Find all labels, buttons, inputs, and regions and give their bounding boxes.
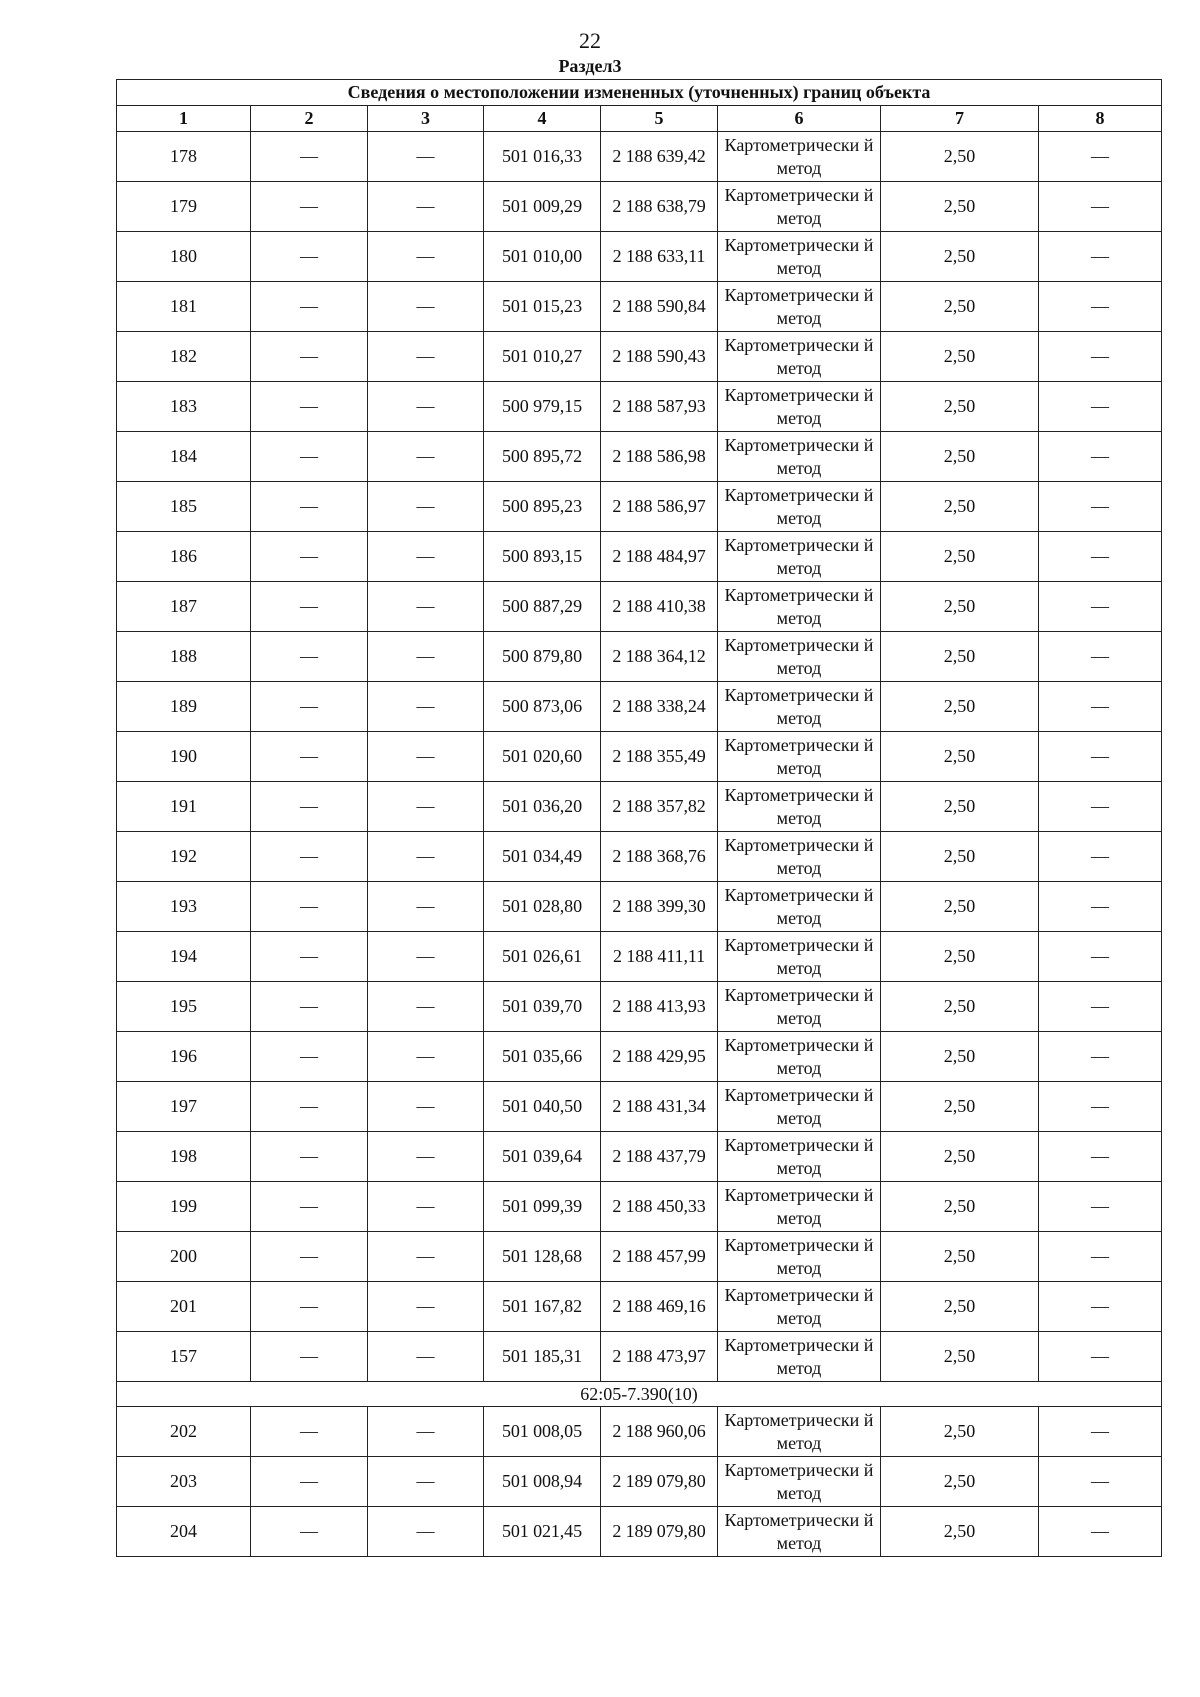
y-coordinate-cell: 2 188 590,43: [601, 332, 718, 382]
method-cell: Картометрически й метод: [718, 1407, 881, 1457]
col2-cell: —: [251, 482, 368, 532]
col8-cell: —: [1039, 382, 1162, 432]
x-coordinate-cell: 501 020,60: [484, 732, 601, 782]
col3-cell: —: [368, 182, 484, 232]
method-cell: Картометрически й метод: [718, 1232, 881, 1282]
column-number: 7: [881, 106, 1039, 132]
col8-cell: —: [1039, 232, 1162, 282]
table-row: [117, 882, 1162, 932]
point-number-cell: 199: [117, 1182, 251, 1232]
column-number: 5: [601, 106, 718, 132]
method-cell: Картометрически й метод: [718, 482, 881, 532]
method-cell: Картометрически й метод: [718, 382, 881, 432]
x-coordinate-cell: 501 039,64: [484, 1132, 601, 1182]
table-row: [117, 1132, 1162, 1182]
col2-cell: —: [251, 782, 368, 832]
method-cell: Картометрически й метод: [718, 882, 881, 932]
method-cell: Картометрически й метод: [718, 1182, 881, 1232]
accuracy-cell: 2,50: [881, 282, 1039, 332]
y-coordinate-cell: 2 188 413,93: [601, 982, 718, 1032]
y-coordinate-cell: 2 188 357,82: [601, 782, 718, 832]
x-coordinate-cell: 501 016,33: [484, 132, 601, 182]
col3-cell: —: [368, 1232, 484, 1282]
accuracy-cell: 2,50: [881, 582, 1039, 632]
table-row: [117, 782, 1162, 832]
y-coordinate-cell: 2 188 469,16: [601, 1282, 718, 1332]
x-coordinate-cell: 501 099,39: [484, 1182, 601, 1232]
x-coordinate-cell: 501 128,68: [484, 1232, 601, 1282]
col8-cell: —: [1039, 1132, 1162, 1182]
col8-cell: —: [1039, 982, 1162, 1032]
table-row: [117, 482, 1162, 532]
point-number-cell: 203: [117, 1457, 251, 1507]
col3-cell: —: [368, 1407, 484, 1457]
point-number-cell: 184: [117, 432, 251, 482]
table-row: [117, 532, 1162, 582]
col3-cell: —: [368, 1082, 484, 1132]
accuracy-cell: 2,50: [881, 1082, 1039, 1132]
col3-cell: —: [368, 332, 484, 382]
col8-cell: —: [1039, 582, 1162, 632]
table-row: [117, 182, 1162, 232]
x-coordinate-cell: 500 887,29: [484, 582, 601, 632]
col2-cell: —: [251, 382, 368, 432]
accuracy-cell: 2,50: [881, 682, 1039, 732]
col2-cell: —: [251, 182, 368, 232]
table-row: [117, 232, 1162, 282]
method-cell: Картометрически й метод: [718, 182, 881, 232]
y-coordinate-cell: 2 189 079,80: [601, 1507, 718, 1557]
col8-cell: —: [1039, 1182, 1162, 1232]
accuracy-cell: 2,50: [881, 1407, 1039, 1457]
y-coordinate-cell: 2 188 429,95: [601, 1032, 718, 1082]
accuracy-cell: 2,50: [881, 1132, 1039, 1182]
col2-cell: —: [251, 1407, 368, 1457]
col8-cell: —: [1039, 1332, 1162, 1382]
accuracy-cell: 2,50: [881, 1282, 1039, 1332]
y-coordinate-cell: 2 188 410,38: [601, 582, 718, 632]
x-coordinate-cell: 501 015,23: [484, 282, 601, 332]
y-coordinate-cell: 2 188 437,79: [601, 1132, 718, 1182]
method-cell: Картометрически й метод: [718, 582, 881, 632]
method-cell: Картометрически й метод: [718, 782, 881, 832]
y-coordinate-cell: 2 188 638,79: [601, 182, 718, 232]
col3-cell: —: [368, 582, 484, 632]
point-number-cell: 180: [117, 232, 251, 282]
method-cell: Картометрически й метод: [718, 682, 881, 732]
point-number-cell: 196: [117, 1032, 251, 1082]
table-row: [117, 1332, 1162, 1382]
y-coordinate-cell: 2 188 368,76: [601, 832, 718, 882]
group-label: 62:05-7.390(10): [117, 1382, 1162, 1407]
column-number: 6: [718, 106, 881, 132]
col8-cell: —: [1039, 1082, 1162, 1132]
col2-cell: —: [251, 882, 368, 932]
point-number-cell: 183: [117, 382, 251, 432]
method-cell: Картометрически й метод: [718, 282, 881, 332]
y-coordinate-cell: 2 188 399,30: [601, 882, 718, 932]
col8-cell: —: [1039, 432, 1162, 482]
method-cell: Картометрически й метод: [718, 532, 881, 582]
method-cell: Картометрически й метод: [718, 1332, 881, 1382]
method-cell: Картометрически й метод: [718, 1032, 881, 1082]
col3-cell: —: [368, 232, 484, 282]
col8-cell: —: [1039, 1282, 1162, 1332]
x-coordinate-cell: 500 979,15: [484, 382, 601, 432]
col2-cell: —: [251, 1082, 368, 1132]
y-coordinate-cell: 2 188 338,24: [601, 682, 718, 732]
group-row: [117, 1382, 1162, 1407]
col8-cell: —: [1039, 332, 1162, 382]
x-coordinate-cell: 501 021,45: [484, 1507, 601, 1557]
col3-cell: —: [368, 782, 484, 832]
y-coordinate-cell: 2 188 633,11: [601, 232, 718, 282]
col8-cell: —: [1039, 732, 1162, 782]
x-coordinate-cell: 501 008,94: [484, 1457, 601, 1507]
accuracy-cell: 2,50: [881, 1032, 1039, 1082]
page-number: 22: [579, 28, 601, 53]
column-number: 4: [484, 106, 601, 132]
col2-cell: —: [251, 1232, 368, 1282]
point-number-cell: 191: [117, 782, 251, 832]
y-coordinate-cell: 2 188 586,97: [601, 482, 718, 532]
col8-cell: —: [1039, 1407, 1162, 1457]
point-number-cell: 178: [117, 132, 251, 182]
method-cell: Картометрически й метод: [718, 732, 881, 782]
col8-cell: —: [1039, 482, 1162, 532]
method-cell: Картометрически й метод: [718, 982, 881, 1032]
col3-cell: —: [368, 432, 484, 482]
point-number-cell: 189: [117, 682, 251, 732]
y-coordinate-cell: 2 188 411,11: [601, 932, 718, 982]
accuracy-cell: 2,50: [881, 382, 1039, 432]
column-number: 8: [1039, 106, 1162, 132]
col8-cell: —: [1039, 132, 1162, 182]
x-coordinate-cell: 501 028,80: [484, 882, 601, 932]
y-coordinate-cell: 2 188 960,06: [601, 1407, 718, 1457]
point-number-cell: 198: [117, 1132, 251, 1182]
col3-cell: —: [368, 732, 484, 782]
table-caption: Сведения о местоположении измененных (уточненных) границ объекта: [117, 80, 1162, 106]
col3-cell: —: [368, 482, 484, 532]
point-number-cell: 181: [117, 282, 251, 332]
accuracy-cell: 2,50: [881, 932, 1039, 982]
col2-cell: —: [251, 432, 368, 482]
y-coordinate-cell: 2 188 457,99: [601, 1232, 718, 1282]
x-coordinate-cell: 500 895,72: [484, 432, 601, 482]
x-coordinate-cell: 501 009,29: [484, 182, 601, 232]
col2-cell: —: [251, 332, 368, 382]
table-caption-row: [117, 80, 1162, 106]
col2-cell: —: [251, 232, 368, 282]
col8-cell: —: [1039, 1232, 1162, 1282]
col2-cell: —: [251, 932, 368, 982]
point-number-cell: 192: [117, 832, 251, 882]
point-number-cell: 202: [117, 1407, 251, 1457]
point-number-cell: 204: [117, 1507, 251, 1557]
col2-cell: —: [251, 132, 368, 182]
table-row: [117, 1082, 1162, 1132]
col2-cell: —: [251, 532, 368, 582]
col3-cell: —: [368, 1457, 484, 1507]
col8-cell: —: [1039, 782, 1162, 832]
table-row: [117, 632, 1162, 682]
x-coordinate-cell: 500 879,80: [484, 632, 601, 682]
table-row: [117, 682, 1162, 732]
point-number-cell: 200: [117, 1232, 251, 1282]
point-number-cell: 187: [117, 582, 251, 632]
col3-cell: —: [368, 382, 484, 432]
col8-cell: —: [1039, 832, 1162, 882]
col2-cell: —: [251, 682, 368, 732]
table-row: [117, 1182, 1162, 1232]
point-number-cell: 190: [117, 732, 251, 782]
y-coordinate-cell: 2 188 431,34: [601, 1082, 718, 1132]
method-cell: Картометрически й метод: [718, 1457, 881, 1507]
col3-cell: —: [368, 882, 484, 932]
col3-cell: —: [368, 982, 484, 1032]
method-cell: Картометрически й метод: [718, 232, 881, 282]
x-coordinate-cell: 501 026,61: [484, 932, 601, 982]
point-number-cell: 188: [117, 632, 251, 682]
method-cell: Картометрически й метод: [718, 132, 881, 182]
col8-cell: —: [1039, 1457, 1162, 1507]
column-number: 3: [368, 106, 484, 132]
col2-cell: —: [251, 1032, 368, 1082]
col8-cell: —: [1039, 632, 1162, 682]
accuracy-cell: 2,50: [881, 832, 1039, 882]
accuracy-cell: 2,50: [881, 432, 1039, 482]
x-coordinate-cell: 501 035,66: [484, 1032, 601, 1082]
x-coordinate-cell: 501 010,00: [484, 232, 601, 282]
table-row: [117, 1457, 1162, 1507]
y-coordinate-cell: 2 188 587,93: [601, 382, 718, 432]
col8-cell: —: [1039, 282, 1162, 332]
accuracy-cell: 2,50: [881, 732, 1039, 782]
col3-cell: —: [368, 282, 484, 332]
table-row: [117, 332, 1162, 382]
accuracy-cell: 2,50: [881, 232, 1039, 282]
method-cell: Картометрически й метод: [718, 632, 881, 682]
point-number-cell: 182: [117, 332, 251, 382]
accuracy-cell: 2,50: [881, 532, 1039, 582]
col3-cell: —: [368, 532, 484, 582]
accuracy-cell: 2,50: [881, 1182, 1039, 1232]
method-cell: Картометрически й метод: [718, 332, 881, 382]
col3-cell: —: [368, 932, 484, 982]
col2-cell: —: [251, 282, 368, 332]
column-number-row: [117, 106, 1162, 132]
y-coordinate-cell: 2 188 639,42: [601, 132, 718, 182]
x-coordinate-cell: 500 873,06: [484, 682, 601, 732]
accuracy-cell: 2,50: [881, 132, 1039, 182]
y-coordinate-cell: 2 188 484,97: [601, 532, 718, 582]
y-coordinate-cell: 2 188 364,12: [601, 632, 718, 682]
table-body: [117, 80, 1162, 1557]
table-row: [117, 982, 1162, 1032]
table-row: [117, 382, 1162, 432]
table-row: [117, 1507, 1162, 1557]
method-cell: Картометрически й метод: [718, 1082, 881, 1132]
accuracy-cell: 2,50: [881, 782, 1039, 832]
x-coordinate-cell: 501 034,49: [484, 832, 601, 882]
col8-cell: —: [1039, 682, 1162, 732]
y-coordinate-cell: 2 188 355,49: [601, 732, 718, 782]
table-row: [117, 732, 1162, 782]
col3-cell: —: [368, 1032, 484, 1082]
col2-cell: —: [251, 1507, 368, 1557]
col3-cell: —: [368, 632, 484, 682]
x-coordinate-cell: 500 895,23: [484, 482, 601, 532]
y-coordinate-cell: 2 188 586,98: [601, 432, 718, 482]
col3-cell: —: [368, 1132, 484, 1182]
column-number: 1: [117, 106, 251, 132]
y-coordinate-cell: 2 188 590,84: [601, 282, 718, 332]
table-row: [117, 132, 1162, 182]
accuracy-cell: 2,50: [881, 882, 1039, 932]
table-row: [117, 1407, 1162, 1457]
col2-cell: —: [251, 832, 368, 882]
col8-cell: —: [1039, 1507, 1162, 1557]
col2-cell: —: [251, 1332, 368, 1382]
point-number-cell: 186: [117, 532, 251, 582]
col2-cell: —: [251, 632, 368, 682]
x-coordinate-cell: 501 040,50: [484, 1082, 601, 1132]
col2-cell: —: [251, 1457, 368, 1507]
method-cell: Картометрически й метод: [718, 1507, 881, 1557]
col3-cell: —: [368, 132, 484, 182]
col3-cell: —: [368, 1332, 484, 1382]
col3-cell: —: [368, 682, 484, 732]
col2-cell: —: [251, 1182, 368, 1232]
point-number-cell: 195: [117, 982, 251, 1032]
point-number-cell: 201: [117, 1282, 251, 1332]
method-cell: Картометрически й метод: [718, 432, 881, 482]
point-number-cell: 157: [117, 1332, 251, 1382]
accuracy-cell: 2,50: [881, 1332, 1039, 1382]
column-number: 2: [251, 106, 368, 132]
point-number-cell: 179: [117, 182, 251, 232]
accuracy-cell: 2,50: [881, 332, 1039, 382]
table-row: [117, 582, 1162, 632]
boundary-coordinates-table: [116, 79, 1162, 1557]
accuracy-cell: 2,50: [881, 1507, 1039, 1557]
accuracy-cell: 2,50: [881, 1457, 1039, 1507]
point-number-cell: 197: [117, 1082, 251, 1132]
x-coordinate-cell: 501 167,82: [484, 1282, 601, 1332]
accuracy-cell: 2,50: [881, 182, 1039, 232]
section-title: Раздел3: [558, 56, 622, 76]
col2-cell: —: [251, 982, 368, 1032]
col8-cell: —: [1039, 532, 1162, 582]
table-row: [117, 1282, 1162, 1332]
point-number-cell: 193: [117, 882, 251, 932]
accuracy-cell: 2,50: [881, 482, 1039, 532]
table-row: [117, 282, 1162, 332]
table-row: [117, 932, 1162, 982]
method-cell: Картометрически й метод: [718, 1132, 881, 1182]
col3-cell: —: [368, 1282, 484, 1332]
x-coordinate-cell: 500 893,15: [484, 532, 601, 582]
accuracy-cell: 2,50: [881, 1232, 1039, 1282]
col2-cell: —: [251, 732, 368, 782]
x-coordinate-cell: 501 010,27: [484, 332, 601, 382]
col3-cell: —: [368, 1507, 484, 1557]
col8-cell: —: [1039, 182, 1162, 232]
col3-cell: —: [368, 1182, 484, 1232]
table-row: [117, 832, 1162, 882]
method-cell: Картометрически й метод: [718, 932, 881, 982]
col3-cell: —: [368, 832, 484, 882]
method-cell: Картометрически й метод: [718, 1282, 881, 1332]
point-number-cell: 194: [117, 932, 251, 982]
y-coordinate-cell: 2 189 079,80: [601, 1457, 718, 1507]
y-coordinate-cell: 2 188 450,33: [601, 1182, 718, 1232]
col2-cell: —: [251, 1282, 368, 1332]
table-row: [117, 1232, 1162, 1282]
table-row: [117, 432, 1162, 482]
table-row: [117, 1032, 1162, 1082]
x-coordinate-cell: 501 185,31: [484, 1332, 601, 1382]
x-coordinate-cell: 501 039,70: [484, 982, 601, 1032]
method-cell: Картометрически й метод: [718, 832, 881, 882]
col8-cell: —: [1039, 932, 1162, 982]
accuracy-cell: 2,50: [881, 632, 1039, 682]
x-coordinate-cell: 501 008,05: [484, 1407, 601, 1457]
y-coordinate-cell: 2 188 473,97: [601, 1332, 718, 1382]
col8-cell: —: [1039, 882, 1162, 932]
accuracy-cell: 2,50: [881, 982, 1039, 1032]
col2-cell: —: [251, 1132, 368, 1182]
x-coordinate-cell: 501 036,20: [484, 782, 601, 832]
col2-cell: —: [251, 582, 368, 632]
col8-cell: —: [1039, 1032, 1162, 1082]
point-number-cell: 185: [117, 482, 251, 532]
